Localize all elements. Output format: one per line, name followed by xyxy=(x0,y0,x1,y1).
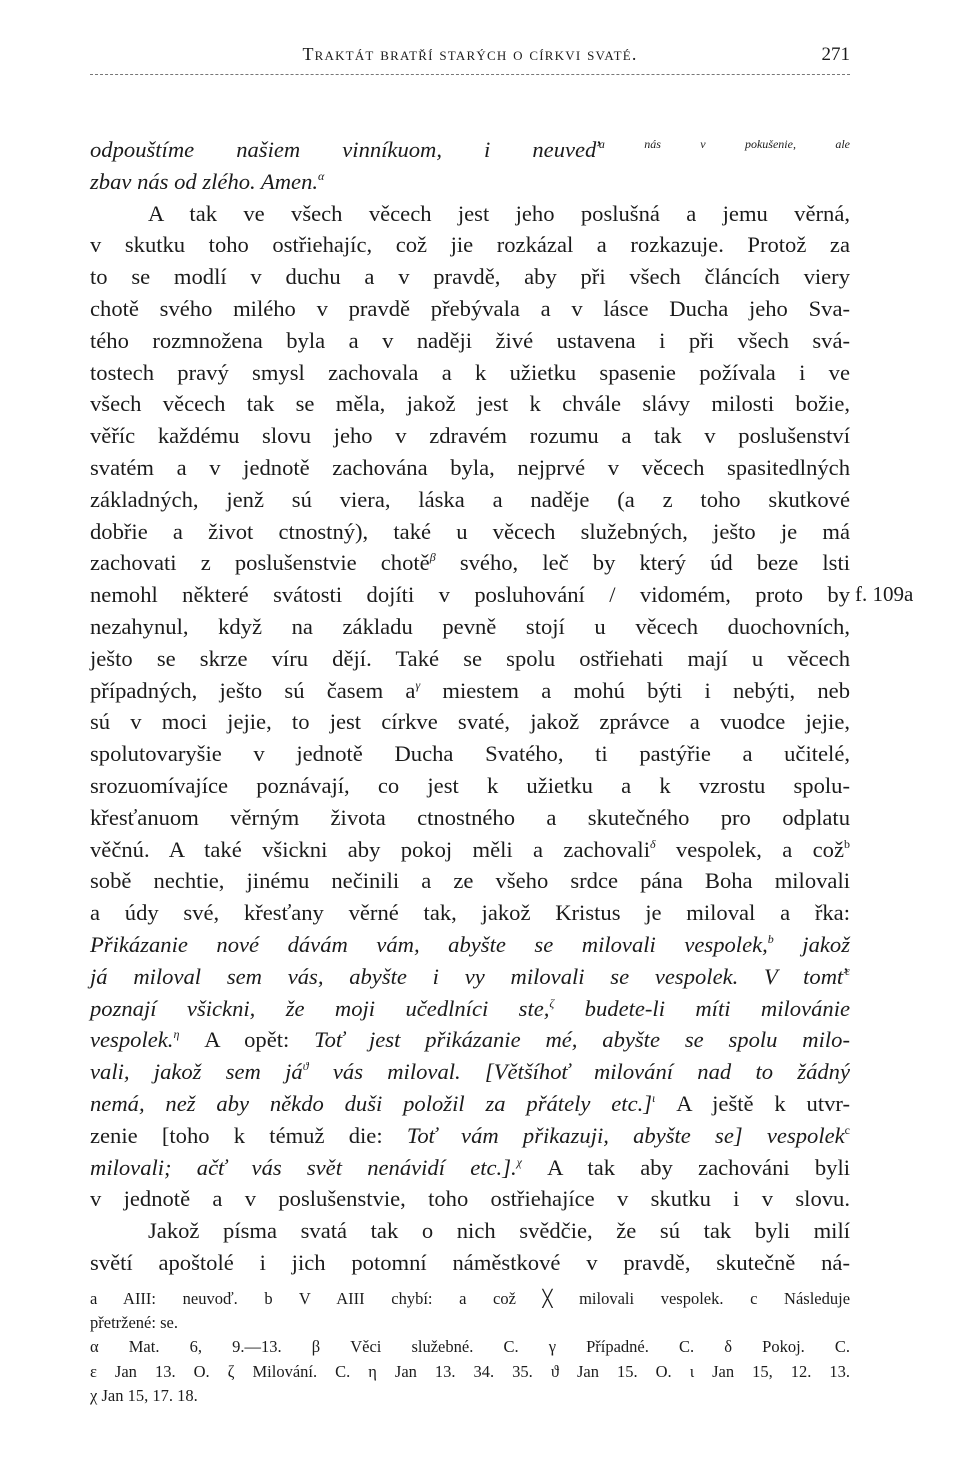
body-text xyxy=(90,134,914,1279)
footnote: γ Případné. C. xyxy=(548,1337,695,1357)
footnote: χ Jan 15, 17. 18. xyxy=(90,1385,198,1405)
text-line: Jakož písma svatá tak o nich svědčie, že sú tak byli milí xyxy=(148,1218,850,1244)
footnote-line xyxy=(90,1311,850,1335)
text-line: to se modlí v duchu a v pravdě, aby při všech článcích viery xyxy=(90,264,850,290)
text-line: tostech pravý smysl zachovala a k užietku spasenie požívala i ve xyxy=(90,359,850,385)
text-line: dobřie a život ctnostný), také u věcech služebných, ješto je má xyxy=(90,518,850,544)
text-line: a údy své, křesťany věrné tak, jakož Kristus je miloval a řka: xyxy=(90,900,850,926)
text-line: sú v moci jejie, to jest církve svaté, jakož zprávce a vuodce jejie, xyxy=(90,709,850,735)
footnote: c Následuje xyxy=(750,1289,851,1308)
footnote: ε Jan 13. O. xyxy=(90,1361,210,1381)
text-line: poznají všickni, že moji učedlníci ste,$^\zeta$ budete-li míti milovánie xyxy=(90,995,850,1021)
footnotes xyxy=(90,1287,850,1408)
text-line: Přikázanie nové dávám vám, abyšte se milovali vespolek,$^b$ jakož xyxy=(90,931,851,957)
footnote: přetržené: se. xyxy=(90,1313,178,1333)
text-line: vespolek.$^\eta$ A opět: Toť jest přikázanie mé, abyšte se spolu milo- xyxy=(90,1027,850,1053)
text-line: nemohl některé svátosti dojíti v posluhování / vidomém, proto by f. 109a xyxy=(90,579,850,611)
text-line: milovali; ačť vás svět nenávidí etc.].$^\chi$ A tak aby zachováni byli xyxy=(90,1154,850,1180)
text-line: já miloval sem vás, abyšte i vy milovali se vespolek. V tomť$^\varepsilon$ xyxy=(90,963,850,989)
text-line: všech věcech tak se měla, jakož jest k chvále slávy milosti božie, xyxy=(90,391,850,417)
footnote-line xyxy=(90,1384,850,1408)
text-line: křesťanuom věrným života ctnostného a skutečného pro odplatu xyxy=(90,804,850,830)
text-line: tého rozmnožena byla a v naději živé ustavena i při všech svá- xyxy=(90,327,850,353)
text-line: v jednotě a v poslušenstvie, toho ostřiehajíce v skutku i v slovu. xyxy=(90,1186,850,1212)
running-head xyxy=(90,44,850,74)
text-line: nemá, než aby někdo duši položil za přátely etc.]$^\iota$ A ještě k utvr- xyxy=(90,1090,850,1116)
text-line: základných, jenž sú viera, láska a naděje (a z toho skutkové xyxy=(90,486,850,512)
text-line: svatém a v jednotě zachována byla, nejprvé v věcech spasitedlných xyxy=(90,454,850,480)
footnote: α Mat. 6, 9.—13. xyxy=(90,1337,282,1357)
text-line: věčnú. A také všickni aby pokoj měli a zachovali$^\delta$ vespolek, a což$^b$ xyxy=(90,836,850,862)
footnote: η Jan 13. 34. 35. xyxy=(368,1361,533,1381)
text-line: zenie [toho k témuž die: Toť vám přikazuji, abyšte se] vespolek$^c$ xyxy=(90,1122,850,1148)
footnote-line xyxy=(90,1335,850,1359)
text-line: věříc každému slovu jeho v zdravém rozumu a tak v poslušenství xyxy=(90,423,850,449)
text-line: světí apoštolé i jich potomní náměstkové v pravdě, skutečně ná- xyxy=(90,1249,850,1275)
footnote: ζ Milování. C. xyxy=(227,1361,351,1381)
text-line: případných, ješto sú časem $a^\gamma$ miestem a mohú býti i nebýti, neb xyxy=(90,677,850,703)
footnote: δ Pokoj. C. xyxy=(724,1337,851,1357)
margin-folio-note: f. 109a xyxy=(855,582,914,607)
text-line: v skutku toho ostřiehajíc, což jie rozkázal a rozkazuje. Protož za xyxy=(90,232,850,258)
page-number: 271 xyxy=(821,44,850,65)
footnote: ι Jan 15, 12. 13. xyxy=(689,1361,851,1381)
text-line: ješto se skrze víru dějí. Také se spolu ostřiehati mají u věcech xyxy=(90,645,850,671)
text-line: spolutovaryšie v jednotě Ducha Svatého, ti pastýřie a učitelé, xyxy=(90,741,850,767)
footnote: ϑ Jan 15. O. xyxy=(550,1361,672,1381)
footnote-line xyxy=(90,1360,850,1384)
text-line: zachovati z poslušenstvie chotě$^\beta$ svého, leč by který úd beze lsti xyxy=(90,550,850,576)
text-line: A tak ve všech věcech jest jeho poslušná a jemu věrná, xyxy=(148,200,850,226)
footnote: b V AIII chybí: a což ╳ milovali vespolek. xyxy=(264,1289,724,1308)
footnote: a AIII: neuvoď. xyxy=(90,1289,238,1308)
text-line: odpouštíme našiem vinníkuom, i neuveď$^{a nás v pokušenie, ale}$ xyxy=(90,137,851,162)
footnote: β Věci služebné. C. xyxy=(311,1337,519,1357)
footnote-line xyxy=(90,1287,850,1311)
header-rule xyxy=(90,74,850,75)
text-line: nezahynul, když na základu pevně stojí u věcech duochovních, xyxy=(90,613,850,639)
text-line: zbav nás od zlého. Amen.$^\alpha$ xyxy=(90,168,325,194)
text-line: sobě nechtie, jinému nečinili a ze všeho srdce pána Boha milovali xyxy=(90,868,850,894)
text-line: chotě svého milého v pravdě přebývala a v lásce Ducha jeho Sva- xyxy=(90,295,850,321)
running-title: Traktát bratří starých o církvi svaté. xyxy=(302,44,638,64)
text-line: srozuomívajíce poznávají, co jest k užietku a k vzrostu spolu- xyxy=(90,772,850,798)
text-line: vali, jakož sem $já^ϑ$ vás miloval. [Většíhoť milování nad to žádný xyxy=(90,1059,850,1085)
